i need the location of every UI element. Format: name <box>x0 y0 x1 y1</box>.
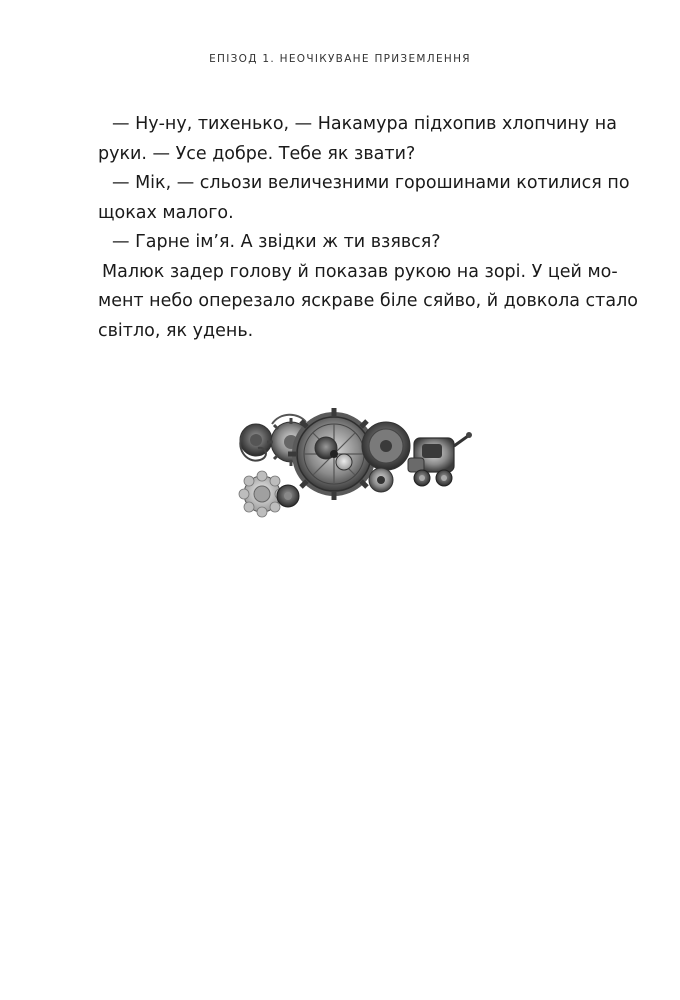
text-line: руки. — Усе добре. Тебе як звати? <box>98 143 416 164</box>
gear-icon <box>362 422 410 470</box>
gear-icon <box>369 468 393 492</box>
machine-cart-icon <box>408 432 472 486</box>
text-line: — Гарне ім’я. А звідки ж ти взявся? <box>112 232 441 252</box>
text-line: — Мік, — сльози величезними горошинами котилися по <box>112 173 630 193</box>
text-line: світло, як удень. <box>98 320 254 341</box>
gear-icon <box>240 424 272 456</box>
gears-machine-illustration <box>236 402 476 522</box>
text-line: Малюк задер голову й показав рукою на зорі. У цей мо- <box>102 261 618 282</box>
running-head: ЕПІЗОД 1. НЕОЧІКУВАНЕ ПРИЗЕМЛЕННЯ <box>209 53 471 65</box>
text-line: мент небо оперезало яскраве біле сяйво, й довкола стало <box>98 291 638 311</box>
text-line: — Ну-ну, тихенько, — Накамура підхопив хлопчину на <box>112 114 617 134</box>
gear-icon <box>277 485 299 507</box>
text-line: щоках малого. <box>98 202 234 223</box>
body-text <box>98 110 638 346</box>
